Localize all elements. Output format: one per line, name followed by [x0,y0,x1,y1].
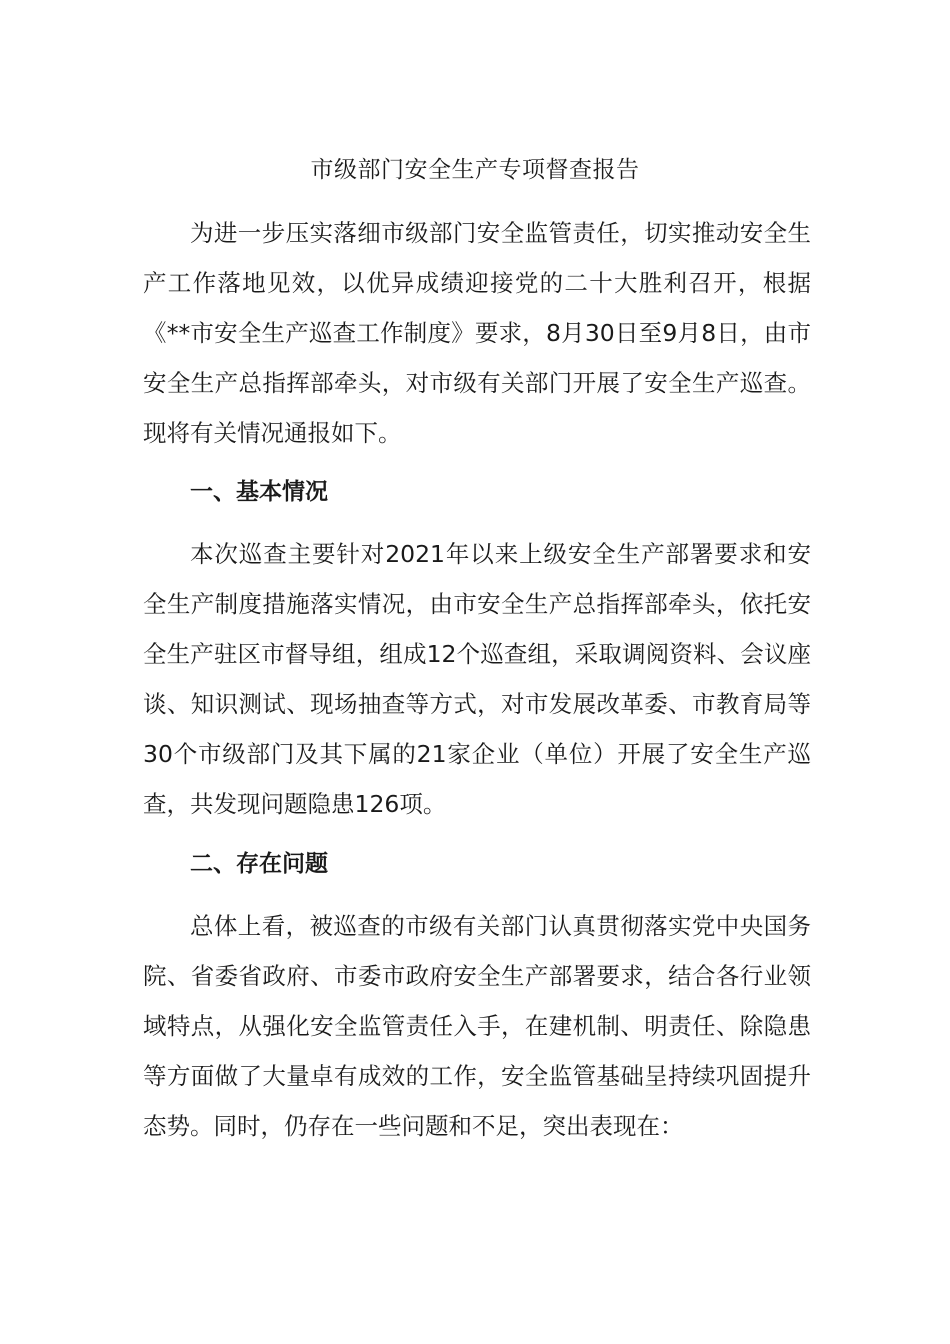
basic-situation-paragraph: 本次巡查主要针对2021年以来上级安全生产部署要求和安全生产制度措施落实情况，由市安全生产总指挥部牵头，依托安全生产驻区市督导组，组成12个巡查组，采取调阅资料、会议座谈、知识测试、现场抽查等方式，对市发展改革委、市教育局等30个市级部门及其下属的21家企业（单位）开展了安全生产巡查，共发现问题隐患126项。 [143,540,811,818]
existing-problems-paragraph: 总体上看，被巡查的市级有关部门认真贯彻落实党中央国务院、省委省政府、市委市政府安全生产部署要求，结合各行业领域特点，从强化安全监管责任入手，在建机制、明责任、除隐患等方面做了大量卓有成效的工作，安全监管基础呈持续巩固提升态势。同时，仍存在一些问题和不足，突出表现在： [143,912,811,1140]
section-heading-existing-problems: 二、存在问题 [190,851,328,877]
document-title: 市级部门安全生产专项督查报告 [310,157,640,183]
section-heading-basic-situation: 一、基本情况 [190,479,328,505]
intro-paragraph: 为进一步压实落细市级部门安全监管责任，切实推动安全生产工作落地见效，以优异成绩迎接党的二十大胜利召开，根据《**市安全生产巡查工作制度》要求，8月30日至9月8日，由市安全生产总指挥部牵头，对市级有关部门开展了安全生产巡查。现将有关情况通报如下。 [143,219,811,447]
